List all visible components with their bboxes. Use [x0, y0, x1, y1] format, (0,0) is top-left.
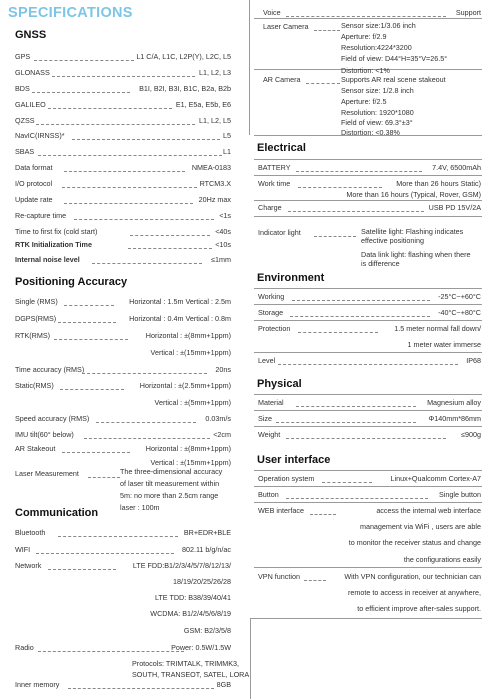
- recapture-value: <1s: [219, 211, 231, 220]
- network-line: 18/19/20/25/26/28: [173, 577, 231, 586]
- table-rule: [250, 618, 482, 619]
- gnss-heading: GNSS: [15, 29, 47, 41]
- size-label: Size: [258, 414, 272, 423]
- communication-heading: Communication: [15, 507, 99, 519]
- web-line: access the internal web interface: [376, 506, 481, 515]
- page-title: SPECIFICATIONS: [8, 5, 133, 21]
- leader: [54, 339, 128, 340]
- leader: [96, 422, 196, 423]
- bds-value: B1I, B2I, B3I, B1C, B2a, B2b: [139, 84, 231, 93]
- positioning-heading: Positioning Accuracy: [15, 276, 128, 288]
- leader: [38, 155, 222, 156]
- table-rule: [254, 394, 482, 395]
- leader: [314, 30, 340, 31]
- table-rule: [254, 304, 482, 305]
- navic-label: NavIC(IRNSS)*: [15, 131, 65, 140]
- leader: [298, 332, 378, 333]
- table-rule: [254, 175, 482, 176]
- dgps-value: Horizontal : 0.4m Vertical : 0.8m: [129, 314, 231, 323]
- table-rule: [254, 410, 482, 411]
- level-value: IP68: [466, 356, 481, 365]
- ar-camera-label: AR Camera: [263, 75, 301, 84]
- single-value: Horizontal : 1.5m Vertical : 2.5m: [129, 297, 231, 306]
- imu-value: <2cm: [213, 430, 231, 439]
- leader: [74, 219, 214, 220]
- rtk-horizontal: Horizontal : ±(8mm+1ppm): [145, 331, 231, 340]
- rtk-init-value: <10s: [215, 240, 231, 249]
- leader: [310, 514, 336, 515]
- update-rate-value: 20Hz max: [198, 195, 231, 204]
- time-accuracy-label: Time accuracy (RMS): [15, 365, 85, 374]
- laser-measurement-label: Laser Measurement: [15, 469, 79, 478]
- leader: [52, 76, 195, 77]
- rtk-vertical: Vertical : ±(15mm+1ppm): [150, 348, 231, 357]
- bluetooth-label: Bluetooth: [15, 528, 46, 537]
- data-format-label: Data format: [15, 163, 53, 172]
- size-value: Φ140mm*86mm: [428, 414, 481, 423]
- wifi-value: 802.11 b/g/n/ac: [181, 545, 231, 554]
- glonass-value: L1, L2, L3: [199, 68, 231, 77]
- galileo-label: GALILEO: [15, 100, 46, 109]
- gps-value: L1 C/A, L1C, L2P(Y), L2C, L5: [136, 52, 231, 61]
- table-rule: [254, 502, 482, 503]
- network-label: Network: [15, 561, 42, 570]
- leader: [62, 187, 197, 188]
- table-divider: [249, 0, 250, 135]
- worktime-label: Work time: [258, 179, 291, 188]
- leader: [128, 248, 212, 249]
- static-horizontal: Horizontal : ±(2.5mm+1ppm): [139, 381, 231, 390]
- laser-camera-line: Distortion: <1%: [341, 66, 390, 75]
- leader: [306, 83, 340, 84]
- leader: [296, 171, 422, 172]
- indicator-label: Indicator light: [258, 228, 301, 237]
- storage-label: Storage: [258, 308, 284, 317]
- radio-power: Power: 0.5W/1.5W: [171, 643, 231, 652]
- ar-stakeout-label: AR Stakeout: [15, 444, 56, 453]
- battery-value: 7.4V, 6500mAh: [432, 163, 481, 172]
- electrical-heading: Electrical: [257, 142, 306, 154]
- leader: [278, 364, 458, 365]
- leader: [48, 569, 116, 570]
- leader: [130, 235, 210, 236]
- data-link-light: is difference: [361, 259, 400, 268]
- static-label: Static(RMS): [15, 381, 54, 390]
- table-rule: [254, 470, 482, 471]
- table-rule: [254, 567, 482, 568]
- laser-line: laser : 100m: [120, 503, 160, 512]
- galileo-value: E1, E5a, E5b, E6: [175, 100, 231, 109]
- button-label: Button: [258, 490, 279, 499]
- physical-heading: Physical: [257, 378, 302, 390]
- leader: [62, 452, 130, 453]
- web-line: the configurations easily: [403, 555, 481, 564]
- table-rule: [254, 288, 482, 289]
- rtk-init-label: RTK Initialization Time: [15, 240, 92, 249]
- sbas-value: L1: [223, 147, 231, 156]
- ttff-value: <40s: [215, 227, 231, 236]
- laser-camera-line: Resolution:4224*3200: [341, 43, 412, 52]
- ar-horizontal: Horizontal : ±(8mm+1ppm): [145, 444, 231, 453]
- voice-value: Support: [455, 8, 481, 17]
- leader: [58, 322, 116, 323]
- network-line: GSM: B2/3/5/8: [183, 626, 231, 635]
- table-rule: [254, 159, 482, 160]
- table-rule: [254, 352, 482, 353]
- ar-camera-line: Distortion: <0.38%: [341, 128, 400, 137]
- vpn-line: remote to access in receiver at anywhere,: [347, 588, 481, 597]
- leader: [286, 498, 428, 499]
- table-rule: [254, 200, 482, 201]
- leader: [38, 651, 184, 652]
- speed-value: 0.03m/s: [205, 414, 231, 423]
- storage-value: -40°C~+80°C: [438, 308, 481, 317]
- worktime-typical: More than 16 hours (Typical, Rover, GSM): [346, 190, 481, 199]
- ar-camera-line: Aperture: f/2.5: [341, 97, 387, 106]
- vpn-line: With VPN configuration, our technician can: [344, 572, 481, 581]
- leader: [292, 300, 430, 301]
- ar-camera-line: Sensor size: 1/2.8 inch: [341, 86, 414, 95]
- web-interface-label: WEB interface: [258, 506, 304, 515]
- leader: [64, 171, 185, 172]
- charge-value: USB PD 15V/2A: [428, 203, 481, 212]
- laser-camera-line: Aperture: f/2.9: [341, 32, 387, 41]
- speed-label: Speed accuracy (RMS): [15, 414, 90, 423]
- ar-camera-line: Field of view: 69.3°±3°: [341, 118, 413, 127]
- radio-protocols: Protocols: TRIMTALK, TRIMMK3,: [132, 659, 240, 668]
- leader: [286, 438, 446, 439]
- time-accuracy-value: 20ns: [215, 365, 231, 374]
- glonass-label: GLONASS: [15, 68, 50, 77]
- rtk-label: RTK(RMS): [15, 331, 51, 340]
- laser-camera-line: Field of view: D44°H=35°V=26.5°: [341, 54, 448, 63]
- leader: [88, 477, 120, 478]
- ar-vertical: Vertical : ±(15mm+1ppm): [150, 458, 231, 467]
- leader: [34, 60, 134, 61]
- laser-camera-label: Laser Camera: [263, 22, 309, 31]
- satellite-light: effective positioning: [361, 236, 424, 245]
- battery-label: BATTERY: [258, 163, 291, 172]
- memory-value: 8GB: [216, 680, 231, 689]
- update-rate-label: Update rate: [15, 195, 53, 204]
- environment-heading: Environment: [257, 272, 325, 284]
- user-interface-heading: User interface: [257, 454, 331, 466]
- level-label: Level: [258, 356, 276, 365]
- table-rule: [254, 18, 482, 19]
- leader: [298, 187, 382, 188]
- leader: [32, 92, 130, 93]
- laser-line: 5m: no more than 2.5cm range: [120, 491, 219, 500]
- protection-water: 1 meter water immerse: [407, 340, 481, 349]
- material-label: Material: [258, 398, 284, 407]
- single-label: Single (RMS): [15, 297, 58, 306]
- leader: [322, 482, 372, 483]
- table-rule: [254, 320, 482, 321]
- recapture-label: Re-capture time: [15, 211, 67, 220]
- laser-camera-line: Sensor size:1/3.06 inch: [341, 21, 416, 30]
- gps-label: GPS: [15, 52, 31, 61]
- working-value: -25°C~+60°C: [438, 292, 481, 301]
- worktime-static: More than 26 hours Static): [396, 179, 481, 188]
- leader: [304, 580, 326, 581]
- table-rule: [254, 426, 482, 427]
- leader: [286, 16, 446, 17]
- weight-value: ≤900g: [461, 430, 481, 439]
- leader: [64, 305, 114, 306]
- radio-label: Radio: [15, 643, 34, 652]
- leader: [84, 438, 210, 439]
- bluetooth-value: BR+EDR+BLE: [183, 528, 231, 537]
- io-protocol-label: I/O protocol: [15, 179, 53, 188]
- table-divider: [250, 618, 251, 699]
- leader: [314, 236, 356, 237]
- button-value: Single button: [439, 490, 481, 499]
- memory-label: Inner memory: [15, 680, 60, 689]
- ar-camera-line: Resolution: 1920*1080: [341, 108, 414, 117]
- data-link-light: Data link light: flashing when there: [361, 250, 471, 259]
- wifi-label: WIFI: [15, 545, 31, 554]
- leader: [82, 373, 207, 374]
- navic-value: L5: [223, 131, 231, 140]
- leader: [60, 389, 124, 390]
- io-protocol-value: RTCM3.X: [199, 179, 231, 188]
- network-line: WCDMA: B1/2/4/5/6/8/19: [150, 609, 231, 618]
- leader: [92, 263, 202, 264]
- leader: [36, 124, 195, 125]
- leader: [68, 688, 214, 689]
- leader: [276, 422, 416, 423]
- charge-label: Charge: [258, 203, 282, 212]
- leader: [58, 536, 178, 537]
- laser-line: The three-dimensional accuracy: [120, 467, 223, 476]
- network-line: LTE FDD:B1/2/3/4/5/7/8/12/13/: [132, 561, 231, 570]
- leader: [288, 211, 424, 212]
- static-vertical: Vertical : ±(5mm+1ppm): [154, 398, 231, 407]
- qzss-value: L1, L2, L5: [199, 116, 231, 125]
- imu-label: IMU tilt(60° below): [15, 430, 74, 439]
- voice-label: Voice: [263, 8, 281, 17]
- protection-fall: 1.5 meter normal fall down/: [394, 324, 481, 333]
- satellite-light: Satellite light: Flashing indicates: [361, 227, 464, 236]
- bds-label: BDS: [15, 84, 30, 93]
- dgps-label: DGPS(RMS): [15, 314, 57, 323]
- leader: [64, 203, 193, 204]
- leader: [36, 553, 174, 554]
- table-rule: [254, 216, 482, 217]
- noise-value: ≤1mm: [211, 255, 231, 264]
- working-label: Working: [258, 292, 285, 301]
- leader: [48, 108, 172, 109]
- weight-label: Weight: [258, 430, 281, 439]
- vpn-line: to efficient improve after-sales support.: [357, 604, 481, 613]
- network-line: LTE TDD: B38/39/40/41: [154, 593, 231, 602]
- ar-camera-line: Supports AR real scene stakeout: [341, 75, 446, 84]
- leader: [290, 316, 430, 317]
- leader: [296, 406, 416, 407]
- web-line: to monitor the receiver status and change: [348, 538, 481, 547]
- noise-label: Internal noise level: [15, 255, 80, 264]
- table-rule: [254, 486, 482, 487]
- vpn-label: VPN function: [258, 572, 300, 581]
- protection-label: Protection: [258, 324, 291, 333]
- os-label: Operation system: [258, 474, 315, 483]
- sbas-label: SBAS: [15, 147, 35, 156]
- leader: [72, 139, 220, 140]
- qzss-label: QZSS: [15, 116, 35, 125]
- radio-protocols: SOUTH, TRANSEOT, SATEL, LORA: [132, 670, 250, 679]
- material-value: Magnesium alloy: [427, 398, 481, 407]
- laser-line: of laser tilt measurement within: [120, 479, 220, 488]
- ttff-label: Time to first fix (cold start): [15, 227, 98, 236]
- data-format-value: NMEA-0183: [191, 163, 231, 172]
- web-line: management via WiFi , users are able: [359, 522, 481, 531]
- os-value: Linux+Qualcomm Cortex-A7: [390, 474, 481, 483]
